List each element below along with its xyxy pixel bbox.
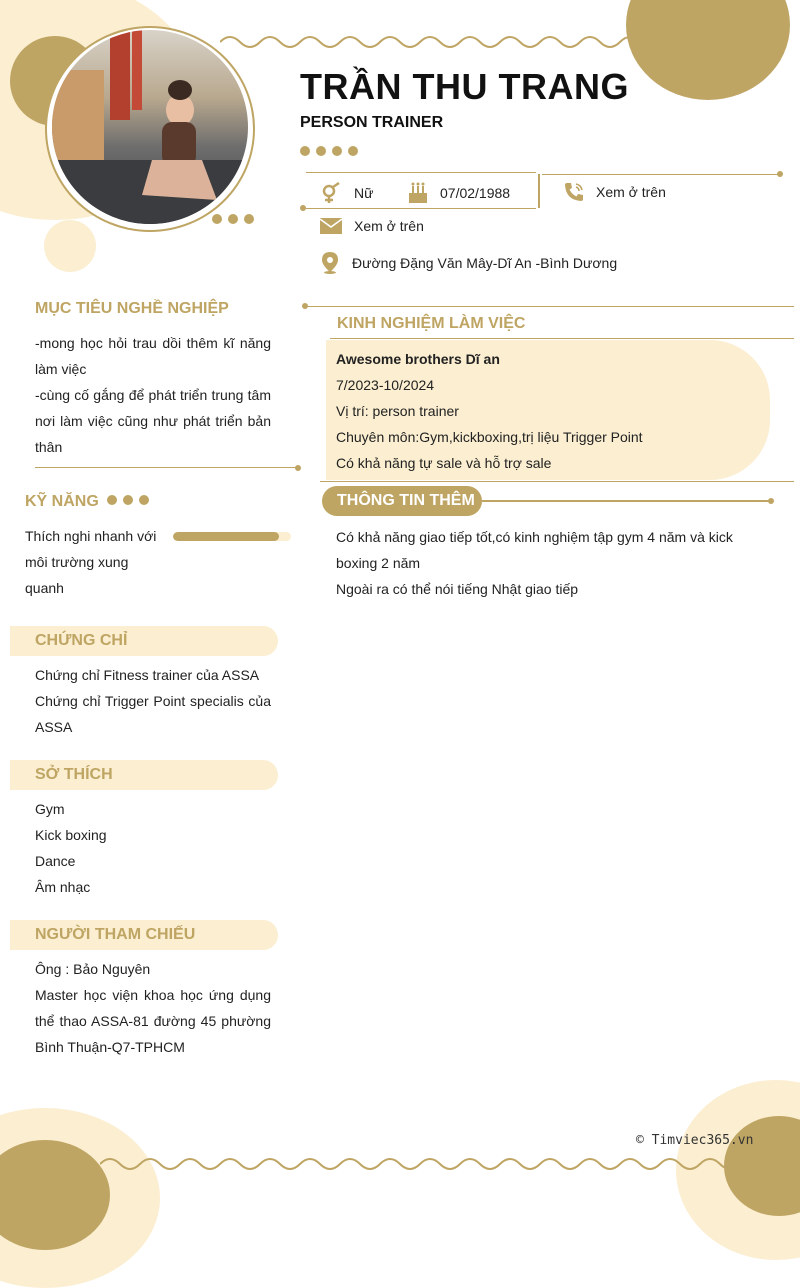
experience-position: Vị trí: person trainer — [336, 403, 459, 419]
references-title: NGƯỜI THAM CHIẾU — [35, 926, 196, 943]
skill-name: Thích nghi nhanh với môi trường xung quanh — [25, 528, 157, 596]
contact-address — [320, 252, 617, 274]
gender-value: Nữ — [354, 185, 374, 201]
hobby-item: Kick boxing — [35, 827, 107, 843]
birthday-cake-icon — [408, 182, 428, 204]
reference-detail: Master học viện khoa học ứng dụng thể thao ASSA-81 đường 45 phường Bình Thuận-Q7-TPHCM — [35, 987, 271, 1055]
contact-line-left-top — [306, 172, 536, 173]
experience-specialty: Chuyên môn:Gym,kickboxing,trị liệu Trigger Point — [336, 429, 643, 445]
skill-bar-fill — [173, 532, 279, 541]
certificate-item: Chứng chỉ Trigger Point specialis của ASSA — [35, 693, 271, 735]
gender-icon — [320, 182, 342, 204]
certificates-title: CHỨNG CHỈ — [35, 632, 128, 649]
hobby-item: Dance — [35, 853, 76, 869]
contact-birthday — [408, 182, 510, 204]
email-value: Xem ở trên — [354, 218, 424, 234]
phone-icon — [564, 182, 584, 202]
decor-wave-bottom — [100, 1152, 740, 1176]
objective-divider — [35, 467, 297, 468]
certificate-item: Chứng chỉ Fitness trainer của ASSA — [35, 667, 260, 683]
avatar-photo — [52, 30, 248, 224]
contact-gender — [320, 182, 373, 204]
address-value: Đường Đặng Văn Mây-Dĩ An -Bình Dương — [352, 255, 618, 271]
skills-dots — [107, 495, 149, 505]
location-pin-icon — [320, 252, 340, 274]
certificates-text — [35, 662, 271, 740]
references-text — [35, 956, 271, 1060]
objective-text — [35, 330, 271, 460]
objective-line: -cùng cố gắng để phát triển trung tâm nơi làm việc cũng như phát triển bản thân — [35, 387, 271, 455]
decor-wave-top — [220, 30, 640, 54]
experience-title-underline — [330, 338, 794, 339]
skill-bar-track — [173, 532, 291, 541]
objective-line: -mong học hỏi trau dồi thêm kĩ năng làm việc — [35, 335, 271, 377]
contact-email — [320, 218, 424, 234]
experience-divider — [306, 306, 794, 307]
avatar — [52, 30, 248, 224]
objective-divider-dot — [295, 465, 301, 471]
extra-line: Ngoài ra có thể nói tiếng Nhật giao tiếp — [336, 581, 579, 597]
experience-bottom-line — [320, 481, 794, 482]
email-icon — [320, 218, 342, 234]
extra-line: Có khả năng giao tiếp tốt,có kinh nghiệm tập gym 4 năm và kick boxing 2 năm — [336, 529, 733, 571]
extra-text — [336, 524, 736, 602]
header-dots — [300, 146, 358, 156]
avatar-dots — [212, 214, 254, 224]
experience-divider-dot — [302, 303, 308, 309]
experience-title: KINH NGHIỆM LÀM VIỆC — [337, 315, 526, 332]
contact-line-left-bottom — [306, 208, 536, 209]
experience-note: Có khả năng tự sale và hỗ trợ sale — [336, 455, 552, 471]
hobbies-list — [35, 796, 271, 900]
skills-title: KỸ NĂNG — [25, 493, 99, 510]
extra-divider — [482, 500, 772, 502]
objective-title: MỤC TIÊU NGHỀ NGHIỆP — [35, 300, 229, 317]
contact-line-dot-left — [300, 205, 306, 211]
contact-phone — [564, 182, 666, 202]
reference-person: Ông : Bảo Nguyên — [35, 961, 151, 977]
contact-line-right — [542, 174, 780, 175]
hobby-item: Gym — [35, 801, 65, 817]
decor-circle-small — [44, 220, 96, 272]
extra-title: THÔNG TIN THÊM — [337, 492, 475, 509]
experience-company: Awesome brothers Dĩ an — [336, 351, 500, 367]
phone-value: Xem ở trên — [596, 184, 666, 200]
hobby-item: Âm nhạc — [35, 879, 91, 895]
experience-period: 7/2023-10/2024 — [336, 377, 435, 393]
hobbies-title: SỞ THÍCH — [35, 766, 113, 783]
job-title: PERSON TRAINER — [300, 114, 444, 131]
extra-divider-dot — [768, 498, 774, 504]
footer-credit[interactable]: © Timviec365.vn — [636, 1133, 754, 1148]
contact-line-connector — [538, 174, 540, 208]
decor-circle-top-right — [626, 0, 790, 100]
page-title: TRẦN THU TRANG — [300, 66, 629, 107]
birthday-value: 07/02/1988 — [440, 185, 511, 201]
experience-text — [336, 346, 756, 476]
contact-line-dot-right — [777, 171, 783, 177]
